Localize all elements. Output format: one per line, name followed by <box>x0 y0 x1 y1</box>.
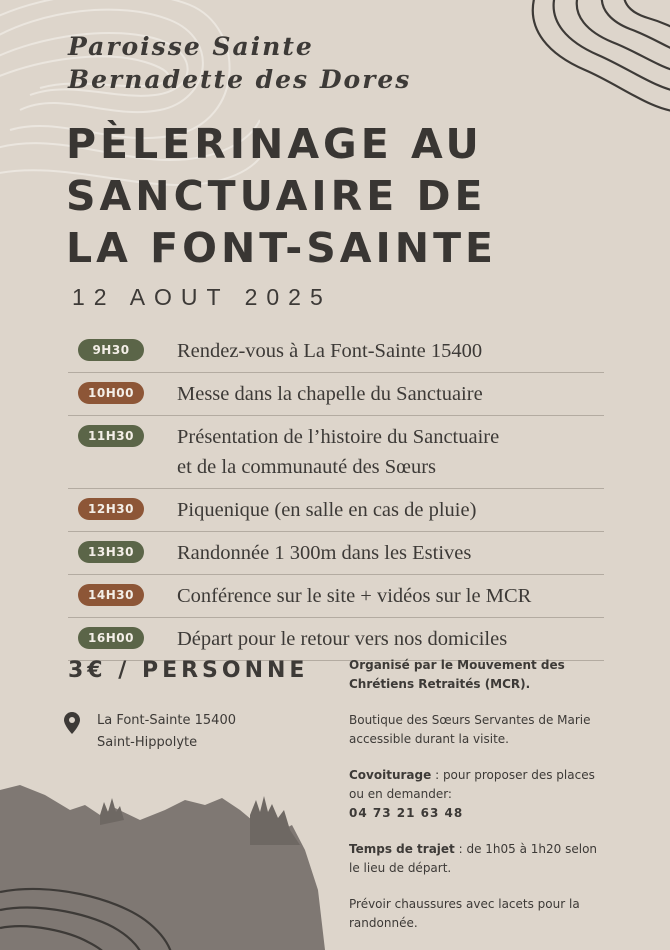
schedule-row <box>68 373 604 416</box>
activity-line: Rendez-vous à La Font-Sainte 15400 <box>177 340 483 362</box>
time-badge: 12H30 <box>78 498 144 520</box>
time-badge: 14H30 <box>78 584 144 606</box>
activity-line: Randonnée 1 300m dans les Estives <box>177 542 472 564</box>
time-badge: 13H30 <box>78 541 144 563</box>
price-label: 3€ / PERSONNE <box>68 658 309 683</box>
schedule-row <box>68 489 604 532</box>
contour-lines-top-right <box>520 0 670 125</box>
event-title-line1: PÈLERINAGE AU <box>66 120 483 168</box>
organizer-text: Organisé par le Mouvement des Chrétiens Retraités (MCR). <box>349 658 565 691</box>
location-line1: La Font-Sainte 15400 <box>97 713 236 728</box>
activity-line: Piquenique (en salle en cas de pluie) <box>177 499 477 521</box>
activity-text <box>177 538 471 568</box>
event-title-line2: SANCTUAIRE DE <box>66 172 487 220</box>
time-badge: 11H30 <box>78 425 144 447</box>
event-title <box>66 118 497 274</box>
event-title-line3: LA FONT-SAINTE <box>66 224 498 272</box>
shop-text: Boutique des Sœurs Servantes de Marie accessible durant la visite. <box>349 713 591 746</box>
activity-line: Présentation de l’histoire du Sanctuaire <box>177 426 500 448</box>
map-pin-icon <box>64 712 80 734</box>
event-date: 12 AOUT 2025 <box>72 284 332 310</box>
time-badge: 9H30 <box>78 339 144 361</box>
activity-text <box>177 495 476 525</box>
activity-line: et de la communauté des Sœurs <box>177 456 437 478</box>
schedule-row <box>68 575 604 618</box>
shoes-text: Prévoir chaussures avec lacets pour la randonnée. <box>349 897 580 930</box>
schedule-row <box>68 532 604 575</box>
location-line2: Saint-Hippolyte <box>97 735 198 750</box>
activity-line: Départ pour le retour vers nos domiciles <box>177 628 508 650</box>
parish-name-line1: Paroisse Sainte <box>68 32 314 61</box>
parish-name-line2: Bernadette des Dores <box>68 65 412 94</box>
mountain-tree-silhouette <box>0 770 670 950</box>
activity-line: Messe dans la chapelle du Sanctuaire <box>177 383 483 405</box>
carpool-text: Covoiturage : pour proposer des places ou en demander: 04 73 21 63 48 <box>349 768 595 820</box>
schedule-list <box>68 330 604 661</box>
schedule-row <box>68 416 604 489</box>
time-badge: 16H00 <box>78 627 144 649</box>
travel-time-text: Temps de trajet : de 1h05 à 1h20 selon le lieu de départ. <box>349 842 598 875</box>
activity-text <box>177 624 507 654</box>
activity-text <box>177 581 531 611</box>
location-address <box>97 710 297 754</box>
time-badge: 10H00 <box>78 382 144 404</box>
parish-name <box>68 30 411 96</box>
phone-number: 04 73 21 63 48 <box>349 806 464 820</box>
activity-text <box>177 379 483 409</box>
activity-line: Conférence sur le site + vidéos sur le MCR <box>177 585 532 607</box>
activity-text <box>177 336 482 366</box>
schedule-row <box>68 618 604 661</box>
schedule-row <box>68 330 604 373</box>
activity-text <box>177 422 499 482</box>
